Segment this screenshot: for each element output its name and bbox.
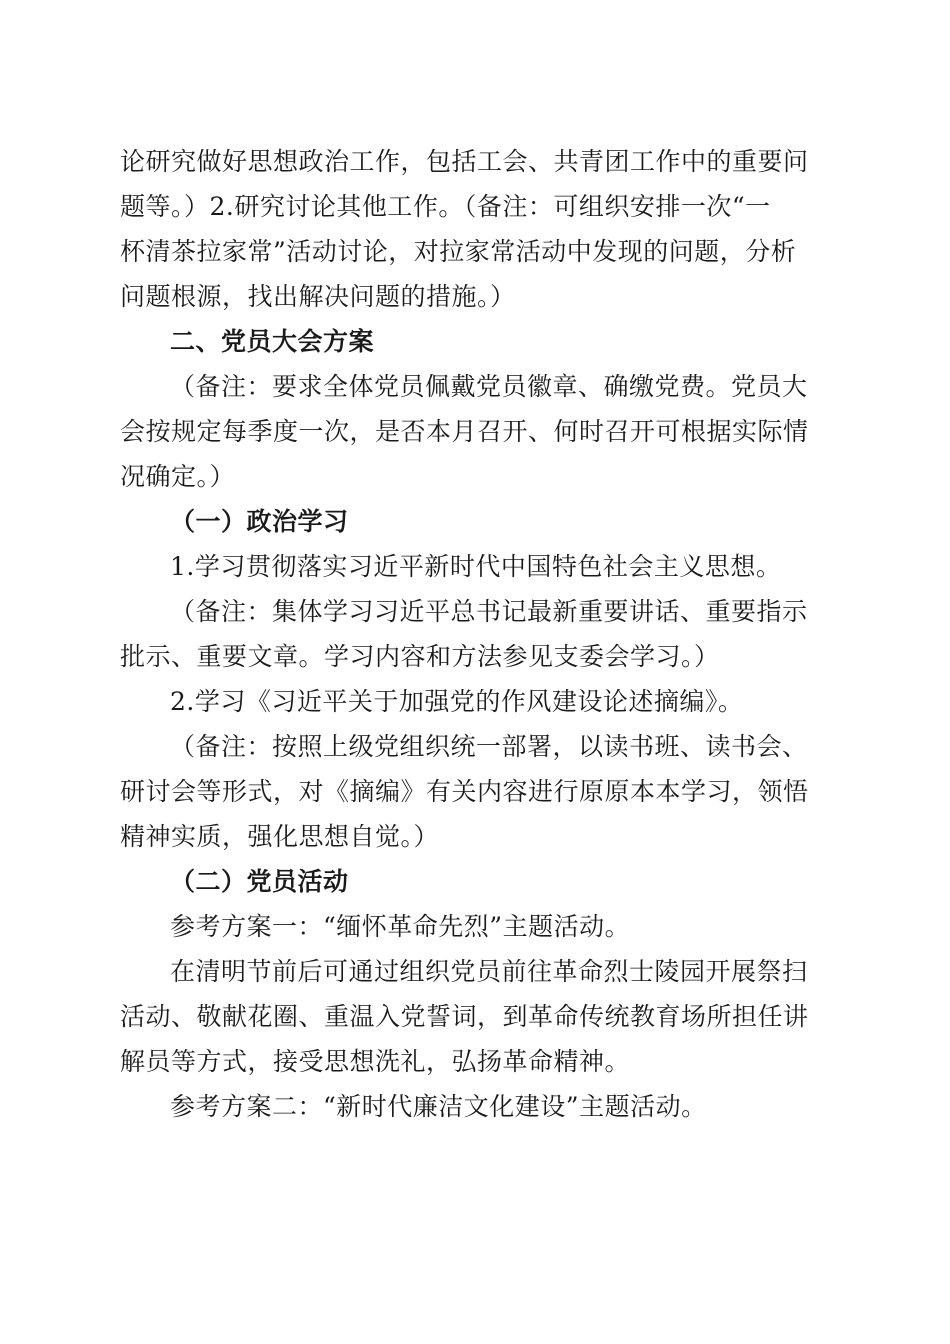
text-line: 批示、重要文章。学习内容和方法参见支委会学习。） <box>120 642 720 671</box>
section-heading: 二、党员大会方案 <box>170 327 375 356</box>
text-line: 精神实质，强化思想自觉。） <box>120 822 440 851</box>
text-line: 研讨会等形式，对《摘编》有关内容进行原原本本学习，领悟 <box>120 777 809 806</box>
subsection-heading: （二）党员活动 <box>170 867 349 896</box>
text-line: 在清明节前后可通过组织党员前往革命烈士陵园开展祭扫 <box>170 957 808 986</box>
text-line: 题等。）2.研究讨论其他工作。（备注：可组织安排一次“一 <box>120 192 771 221</box>
subsection-heading: （一）政治学习 <box>170 507 349 536</box>
text-line: 况确定。） <box>120 462 236 491</box>
text-line: 2.学习《习近平关于加强党的作风建设论述摘编》。 <box>170 687 744 716</box>
text-line: 参考方案二：“新时代廉洁文化建设”主题活动。 <box>170 1092 707 1121</box>
text-line: （备注：按照上级党组织统一部署，以读书班、读书会、 <box>170 732 808 761</box>
text-line: 活动、敬献花圈、重温入党誓词，到革命传统教育场所担任讲 <box>120 1002 809 1031</box>
text-line: 杯清茶拉家常”活动讨论，对拉家常活动中发现的问题，分析 <box>120 237 797 266</box>
text-line: 解员等方式，接受思想洗礼，弘扬革命精神。 <box>120 1047 631 1076</box>
text-line: （备注：要求全体党员佩戴党员徽章、确缴党费。党员大 <box>170 372 808 401</box>
text-line: （备注：集体学习习近平总书记最新重要讲话、重要指示 <box>170 597 808 626</box>
text-line: 参考方案一：“缅怀革命先烈”主题活动。 <box>170 912 631 941</box>
text-line: 问题根源，找出解决问题的措施。） <box>120 282 516 311</box>
text-line: 会按规定每季度一次，是否本月召开、何时召开可根据实际情 <box>120 417 809 446</box>
text-line: 1.学习贯彻落实习近平新时代中国特色社会主义思想。 <box>170 552 782 581</box>
text-line: 论研究做好思想政治工作，包括工会、共青团工作中的重要问 <box>120 147 809 176</box>
